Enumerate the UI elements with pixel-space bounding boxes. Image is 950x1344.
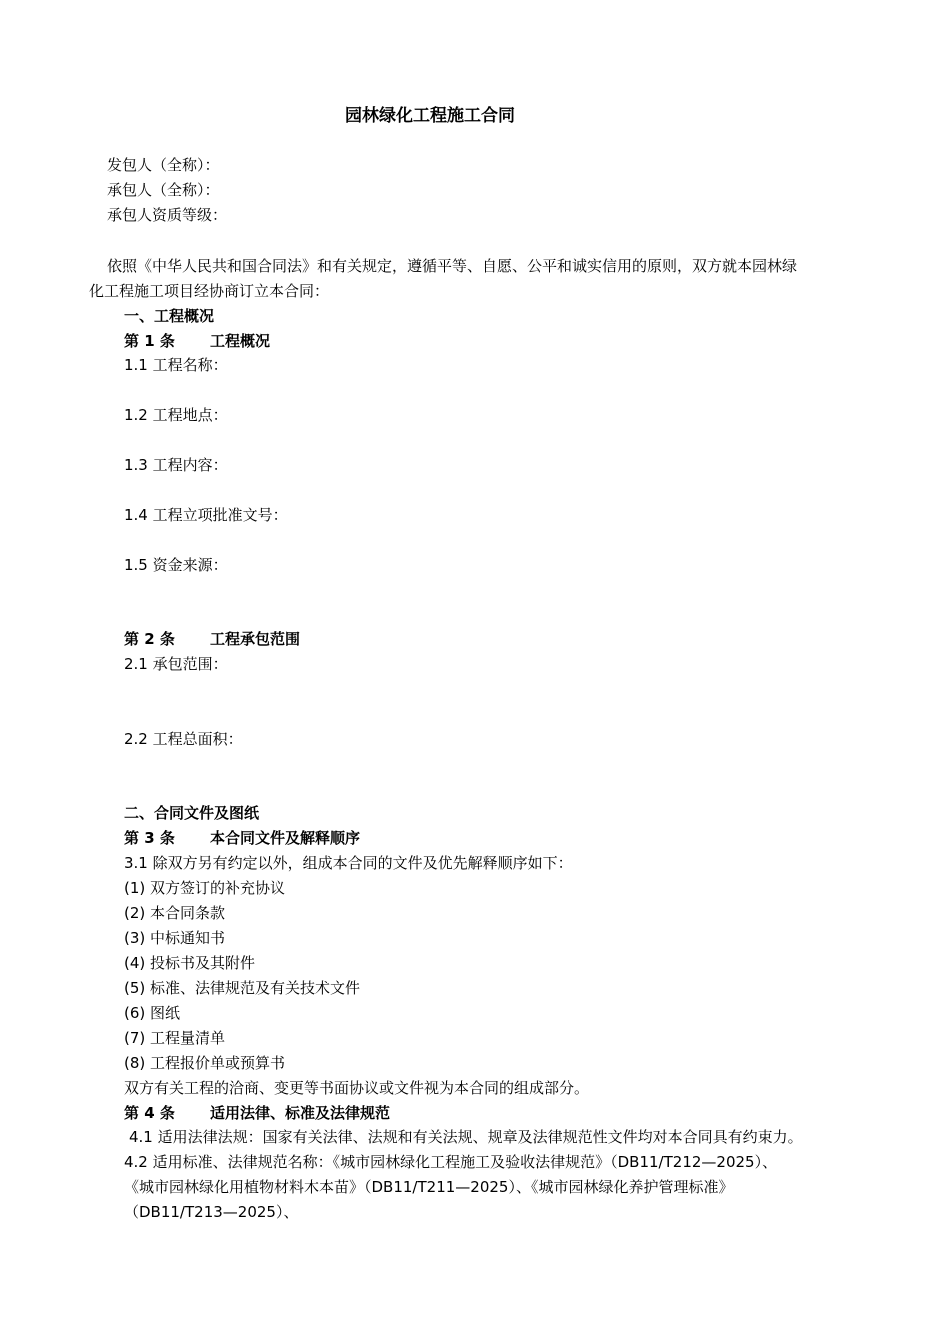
article-3-number: 第 3 条 [124, 829, 175, 847]
article-2-number: 第 2 条 [124, 630, 175, 648]
party-contractor: 承包人（全称）： [107, 181, 220, 199]
list-item: (4) 投标书及其附件 [124, 954, 256, 972]
article-1-title: 工程概况 [210, 332, 271, 350]
article-4-title: 适用法律、标准及法律规范 [210, 1104, 391, 1122]
article-1-number: 第 1 条 [124, 332, 175, 350]
item-4-2-line-3: （DB11/T213—2025）、 [124, 1203, 299, 1221]
article-4-heading [124, 1103, 390, 1123]
list-item: (6) 图纸 [124, 1004, 181, 1022]
list-item: (8) 工程报价单或预算书 [124, 1054, 286, 1072]
article-1-heading [124, 331, 270, 351]
item-3-1: 3.1 除双方另有约定以外，组成本合同的文件及优先解释顺序如下： [124, 854, 573, 872]
article-2-heading [124, 629, 300, 649]
item-1-5: 1.5 资金来源： [124, 556, 228, 574]
item-1-3: 1.3 工程内容： [124, 456, 228, 474]
article-3-note: 双方有关工程的洽商、变更等书面协议或文件视为本合同的组成部分。 [124, 1079, 590, 1097]
list-item: (7) 工程量清单 [124, 1029, 226, 1047]
section-1-heading: 一、工程概况 [124, 307, 215, 325]
item-1-4: 1.4 工程立项批准文号： [124, 506, 288, 524]
list-item: (3) 中标通知书 [124, 929, 226, 947]
item-4-2-line-1: 4.2 适用标准、法律规范名称：《城市园林绿化工程施工及验收法律规范》（DB11/T212—2025）、 [124, 1153, 778, 1171]
item-4-2-line-2: 《城市园林绿化用植物材料木本苗》（DB11/T211—2025）、《城市园林绿化养护管理标准》 [124, 1178, 734, 1196]
article-3-title: 本合同文件及解释顺序 [210, 829, 361, 847]
item-1-1: 1.1 工程名称： [124, 356, 228, 374]
article-3-heading [124, 828, 360, 848]
item-2-2: 2.2 工程总面积： [124, 730, 243, 748]
preamble-line-1: 依照《中华人民共和国合同法》和有关规定，遵循平等、自愿、公平和诚实信用的原则，双方就本园林绿 [107, 257, 798, 275]
article-2-title: 工程承包范围 [210, 630, 301, 648]
item-2-1: 2.1 承包范围： [124, 655, 228, 673]
document-title: 园林绿化工程施工合同 [345, 106, 515, 126]
contractor-qualification: 承包人资质等级： [107, 206, 228, 224]
item-4-1: 4.1 适用法律法规：国家有关法律、法规和有关法规、规章及法律规范性文件均对本合同具有约束力。 [129, 1128, 803, 1146]
item-1-2: 1.2 工程地点： [124, 406, 228, 424]
list-item: (5) 标准、法律规范及有关技术文件 [124, 979, 361, 997]
list-item: (2) 本合同条款 [124, 904, 226, 922]
preamble-line-2: 化工程施工项目经协商订立本合同： [89, 282, 330, 300]
section-2-heading: 二、合同文件及图纸 [124, 804, 260, 822]
article-4-number: 第 4 条 [124, 1104, 175, 1122]
list-item: (1) 双方签订的补充协议 [124, 879, 286, 897]
party-employer: 发包人（全称）： [107, 156, 220, 174]
